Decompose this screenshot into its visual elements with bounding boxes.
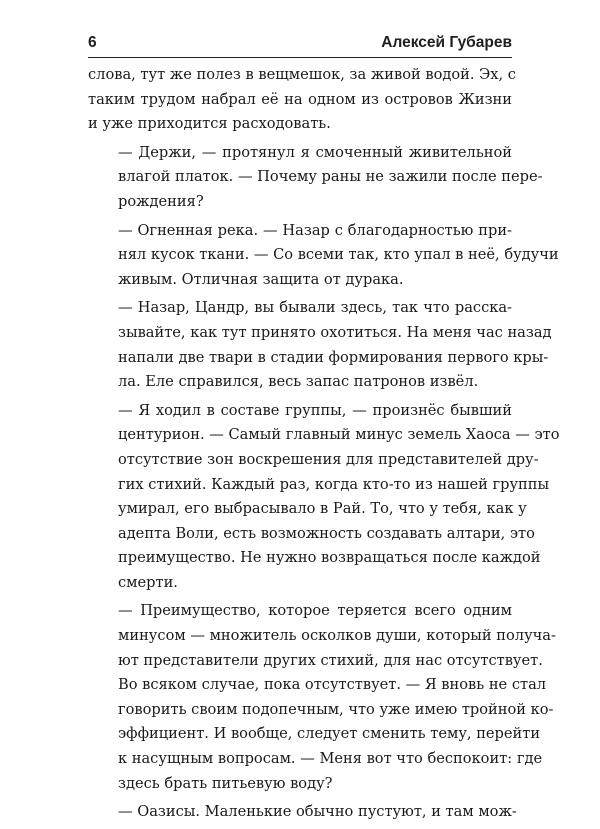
- paragraph: [88, 63, 516, 137]
- author-name: Алексей Губарев: [381, 34, 512, 51]
- body-text: [88, 63, 560, 829]
- text-line: минусом — множитель осколков души, который получа-: [118, 627, 556, 645]
- text-line: ют представители других стихий, для нас отсутствует.: [118, 651, 543, 669]
- text-line: эффициент. И вообще, следует сменить тему, перейти: [118, 725, 541, 743]
- text-line: преимущество. Не нужно возвращаться после каждой: [118, 549, 541, 567]
- text-line: — Огненная река. — Назар с благодарностью при-: [118, 221, 512, 239]
- text-line: влагой платок. — Почему раны не зажили после пере-: [118, 168, 543, 186]
- header-rule: [88, 57, 512, 58]
- text-line: напали две твари в стадии формирования первого кры-: [118, 348, 549, 366]
- running-header: [88, 30, 512, 56]
- text-line: рождения?: [118, 192, 204, 210]
- text-line: — Держи, — протянул я смоченный живительной: [118, 143, 512, 161]
- text-line: таким трудом набрал её на одном из островов Жизни: [88, 90, 512, 108]
- paragraph: [88, 296, 552, 394]
- page-number: 6: [88, 34, 97, 51]
- text-line: — Преимущество, которое теряется всего одним: [118, 602, 512, 620]
- text-line: нял кусок ткани. — Со всеми так, кто упал в неё, будучи: [118, 246, 559, 264]
- text-line: адепта Воли, есть возможность создавать алтари, это: [118, 524, 535, 542]
- text-line: — Назар, Цандр, вы бывали здесь, так что расска-: [118, 299, 512, 317]
- text-line: зывайте, как тут принято охотиться. На меня час назад: [118, 323, 552, 341]
- text-line: гих стихий. Каждый раз, когда кто-то из нашей группы: [118, 475, 550, 493]
- text-line: к насущным вопросам. — Меня вот что беспокоит: где: [118, 750, 543, 768]
- text-line: и уже приходится расходовать.: [88, 115, 331, 133]
- text-line: умирал, его выбрасывало в Рай. То, что у тебя, как у: [118, 500, 527, 518]
- paragraph: [88, 599, 556, 796]
- text-line: Во всяком случае, пока отсутствует. — Я вновь не стал: [118, 676, 547, 694]
- text-line: смерти.: [118, 573, 178, 591]
- text-line: ла. Еле справился, весь запас патронов извёл.: [118, 373, 479, 391]
- text-line: — Я ходил в составе группы, — произнёс бывший: [118, 401, 512, 419]
- text-line: живым. Отличная защита от дурака.: [118, 270, 404, 288]
- text-line: говорить своим подопечным, что уже имею тройной ко-: [118, 700, 554, 718]
- paragraph: [88, 399, 560, 596]
- text-line: здесь брать питьевую воду?: [118, 774, 333, 792]
- paragraph: [88, 219, 559, 293]
- text-line: отсутствие зон воскрешения для представителей дру-: [118, 450, 539, 468]
- text-line: слова, тут же полез в вещмешок, за живой водой. Эх, с: [88, 66, 516, 83]
- text-line: — Оазисы. Маленькие обычно пустуют, и там мож-: [118, 803, 517, 821]
- text-line: центурион. — Самый главный минус земель Хаоса — это: [118, 426, 560, 444]
- paragraph: [88, 141, 543, 215]
- paragraph: [88, 800, 517, 825]
